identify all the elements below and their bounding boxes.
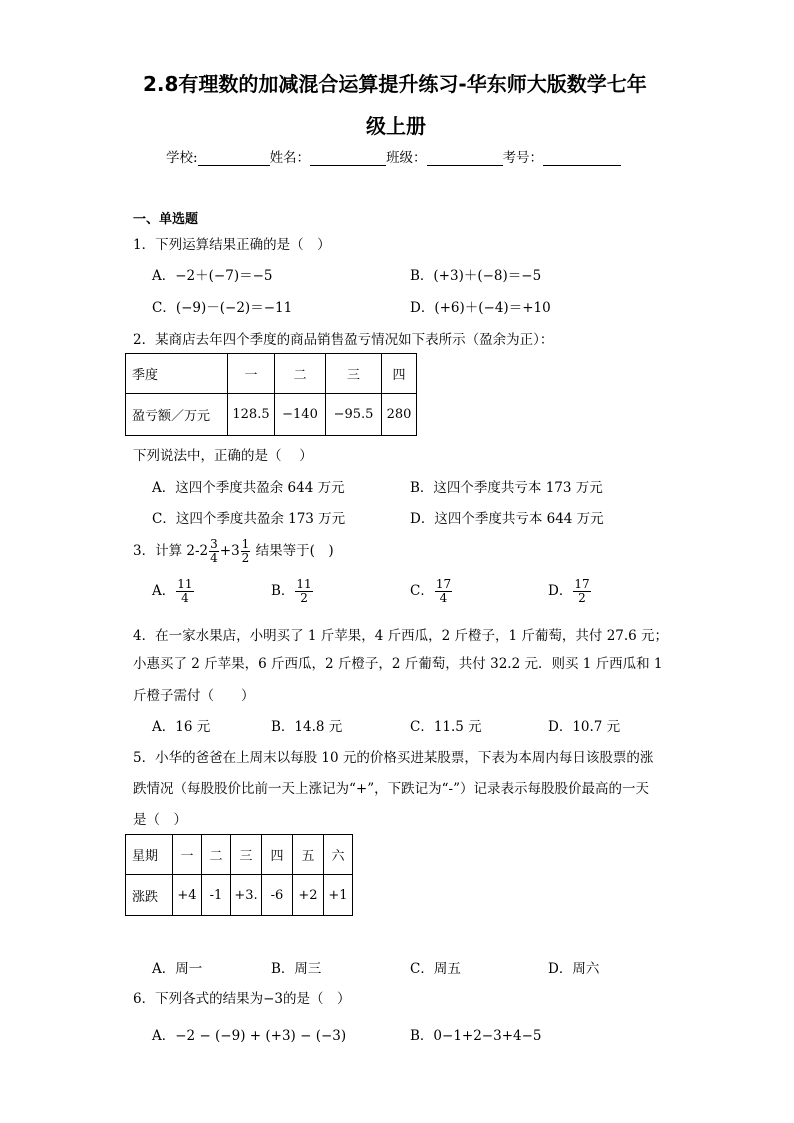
q2-option-c[interactable]: C．这四个季度共盈余 173 万元	[152, 511, 346, 527]
option-fraction	[176, 578, 193, 605]
q5-table-header: 六	[324, 835, 353, 875]
q5-option-a[interactable]: A．周一	[152, 961, 203, 977]
fraction-numerator: 17	[574, 577, 590, 591]
q5-table-header: 五	[293, 835, 324, 875]
section-title: 一、单选题	[133, 212, 199, 227]
class-label: 班级：	[386, 150, 427, 166]
fraction-numerator: 1	[241, 537, 250, 551]
q3-stem-suffix: 结果等于( )	[251, 543, 334, 559]
q6-option-b[interactable]: B．0−1+2−3+4−5	[410, 1028, 542, 1044]
fraction-numerator: 3	[210, 537, 218, 551]
q5-table-cell: +3.	[231, 875, 262, 916]
exam-number-label: 考号：	[502, 150, 544, 166]
option-letter: C．	[410, 583, 434, 599]
q6-stem: 6．下列各式的结果为−3的是（ ）	[133, 991, 351, 1007]
option-letter: D．	[548, 583, 573, 599]
fraction-denominator: 4	[210, 551, 218, 565]
q2-option-b[interactable]: B．这四个季度共亏本 173 万元	[410, 480, 603, 496]
q3-option-a[interactable]	[152, 576, 195, 606]
q4-stem-line1: 4．在一家水果店，小明买了 1 斤苹果，4 斤西瓜，2 斤橙子，1 斤葡萄，共付 27.6 元；	[133, 628, 669, 644]
q2-table-header: 四	[382, 354, 417, 394]
q4-option-d[interactable]: D．10.7 元	[548, 719, 621, 735]
fraction-numerator: 11	[177, 577, 193, 591]
q6-option-a-expression: −2 − (−9) + (+3) − (−3)	[175, 1028, 347, 1044]
q1-option-c[interactable]: C．(−9)－(−2)＝−11	[152, 300, 293, 316]
q4-stem-line2: 小惠买了 2 斤苹果，6 斤西瓜，2 斤橙子，2 斤葡萄，共付 32.2 元．则买 1 斤西瓜和 1	[133, 656, 663, 672]
q3-stem	[133, 536, 334, 566]
q3-stem-mid: +3	[219, 543, 240, 559]
q5-table-header: 四	[262, 835, 293, 875]
q3-option-c[interactable]	[410, 576, 453, 606]
q3-option-d[interactable]	[548, 576, 592, 606]
option-letter: B．	[271, 583, 295, 599]
class-blank[interactable]	[427, 152, 503, 166]
q2-option-d[interactable]: D．这四个季度共亏本 644 万元	[410, 511, 604, 527]
q1-option-b[interactable]: B．(+3)＋(−8)＝−5	[410, 268, 542, 284]
q2-stem: 2．某商店去年四个季度的商品销售盈亏情况如下表所示（盈余为正）：	[133, 332, 554, 348]
student-info-line	[166, 146, 621, 166]
q5-table-header: 一	[173, 835, 202, 875]
q5-option-d[interactable]: D．周六	[548, 961, 600, 977]
name-blank[interactable]	[310, 152, 386, 166]
q6-option-a[interactable]	[152, 1024, 346, 1044]
q2-table-cell: 盈亏额／万元	[126, 394, 228, 436]
fraction-denominator: 2	[300, 591, 308, 605]
option-fraction	[295, 578, 312, 605]
q3-fraction-1	[209, 538, 219, 565]
fraction-denominator: 2	[241, 551, 250, 565]
q4-option-a[interactable]: A．16 元	[152, 719, 211, 735]
q5-table-header: 二	[202, 835, 231, 875]
name-label: 姓名：	[269, 150, 311, 166]
q1-option-a[interactable]: A．−2＋(−7)＝−5	[152, 268, 273, 284]
q5-stem-line3: 是（ ）	[133, 812, 187, 828]
option-fraction	[573, 578, 590, 605]
q4-stem-line3: 斤橙子需付（ ）	[133, 688, 255, 704]
q2-option-a[interactable]: A．这四个季度共盈余 644 万元	[152, 480, 345, 496]
q5-table	[125, 834, 353, 916]
q2-table-cell: 128.5	[228, 394, 275, 436]
fraction-numerator: 11	[296, 577, 312, 591]
option-letter: A．	[152, 583, 176, 599]
q2-table-header: 一	[228, 354, 275, 394]
q5-table-cell: -6	[262, 875, 293, 916]
q5-option-c[interactable]: C．周五	[410, 961, 461, 977]
q5-table-cell: 涨跌	[126, 875, 173, 916]
q3-stem-prefix: 3．计算 2-2	[133, 543, 209, 559]
q1-option-d[interactable]: D．(+6)＋(−4)＝+10	[410, 300, 551, 316]
option-fraction	[435, 578, 452, 605]
q2-table-cell: −95.5	[326, 394, 382, 436]
q5-table-cell: +4	[173, 875, 202, 916]
exam-number-blank[interactable]	[543, 152, 621, 166]
fraction-denominator: 4	[181, 591, 189, 605]
document-title-line2: 级上册	[366, 114, 426, 138]
q4-option-c[interactable]: C．11.5 元	[410, 719, 482, 735]
q5-stem-line1: 5．小华的爸爸在上周末以每股 10 元的价格买进某股票，下表为本周内每日该股票的涨	[133, 750, 654, 766]
q5-table-cell: +2	[293, 875, 324, 916]
q4-option-b[interactable]: B．14.8 元	[271, 719, 343, 735]
q2-subquestion: 下列说法中，正确的是（ ）	[133, 448, 313, 464]
q5-table-cell: -1	[202, 875, 231, 916]
q5-table-cell: +1	[324, 875, 353, 916]
q2-table-header: 三	[326, 354, 382, 394]
q3-option-b[interactable]	[271, 576, 314, 606]
q2-table-cell: −140	[275, 394, 326, 436]
document-title-line1: 2.8有理数的加减混合运算提升练习-华东师大版数学七年	[143, 72, 647, 96]
fraction-denominator: 2	[578, 591, 586, 605]
q5-stem-line2: 跌情况（每股股价比前一天上涨记为“+”，下跌记为“-”）记录表示每股股价最高的一天	[133, 781, 649, 797]
fraction-denominator: 4	[439, 591, 448, 605]
q2-table-header: 季度	[126, 354, 228, 394]
q2-table	[125, 353, 417, 436]
q2-table-header: 二	[275, 354, 326, 394]
q5-table-header: 星期	[126, 835, 173, 875]
q2-table-cell: 280	[382, 394, 417, 436]
school-label: 学校:	[166, 150, 198, 166]
q3-fraction-2	[241, 538, 251, 565]
q1-stem: 1．下列运算结果正确的是（ ）	[133, 237, 331, 253]
q5-table-header: 三	[231, 835, 262, 875]
q5-option-b[interactable]: B．周三	[271, 961, 322, 977]
option-letter: A．	[152, 1028, 176, 1044]
school-blank[interactable]	[198, 152, 270, 166]
fraction-numerator: 17	[435, 577, 452, 591]
